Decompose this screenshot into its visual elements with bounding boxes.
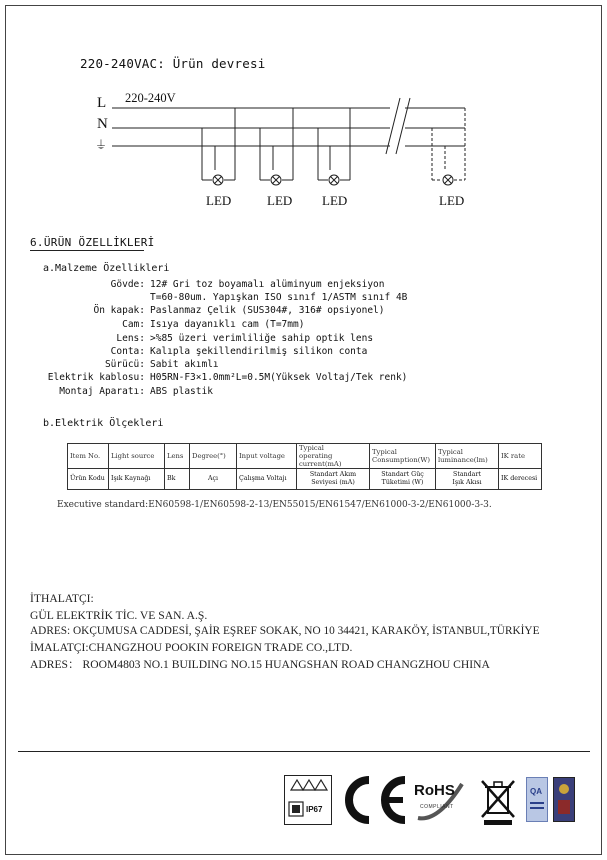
table-header-row <box>68 444 542 469</box>
material-value: 12# Gri toz boyamalı alüminyum enjeksiyon <box>150 279 385 290</box>
voltage-label: 220-240V <box>125 91 176 105</box>
material-value: Paslanmaz Çelik (SUS304#, 316# opsiyonel) <box>150 305 385 316</box>
line-label-n: N <box>97 116 108 132</box>
table-header-cell: IK rate <box>499 444 542 469</box>
table-cell: Işık Kaynağı <box>109 469 165 490</box>
earth-symbol-icon: ⏚ <box>95 138 108 152</box>
led-label-4: LED <box>439 193 465 208</box>
electrical-title: b.Elektrik Ölçekleri <box>43 418 164 429</box>
table-cell: Standart Işık Akısı <box>436 469 499 490</box>
materials-title: a.Malzeme Özellikleri <box>43 263 170 274</box>
footer-divider <box>18 751 590 752</box>
table-header-cell: Item No. <box>68 444 109 469</box>
executive-standard: Executive standard:EN60598-1/EN60598-2-13/EN55015/EN61547/EN61000-3-2/EN61000-3-3. <box>57 500 492 510</box>
led-label-2: LED <box>267 193 293 208</box>
section-title: 6.ÜRÜN ÖZELLİKLERİ <box>30 236 155 249</box>
weee-bin-icon <box>478 777 518 827</box>
table-header-cell: Typical operating current(mA) <box>297 444 370 469</box>
rohs-compliant-label: COMPLIANT <box>420 804 454 810</box>
importer-company: GÜL ELEKTRİK TİC. VE SAN. A.Ş. <box>30 609 208 622</box>
importer-label: İTHALATÇI: <box>30 592 94 605</box>
material-value: H05RN-F3×1.0mm²L=0.5M(Yüksek Voltaj/Tek renk) <box>150 372 408 383</box>
table-header-cell: Typical luminance(lm) <box>436 444 499 469</box>
section-title-underline <box>30 250 144 251</box>
material-value: >%85 üzeri verimliliğe sahip optik lens <box>150 333 374 344</box>
table-cell: Açı <box>190 469 237 490</box>
manufacturer-address: ADRES： ROOM4803 NO.1 BUILDING NO.15 HUANGSHAN ROAD CHANGZHOU CHINA <box>30 658 490 671</box>
table-cell: Bk <box>165 469 190 490</box>
importer-address: ADRES: OKÇUMUSA CADDESİ, ŞAİR EŞREF SOKAK, NO 10 34421, KARAKÖY, İSTANBUL,TÜRKİYE <box>30 625 540 637</box>
ip67-icon <box>284 775 332 825</box>
electrical-spec-table <box>67 443 542 490</box>
led-label-3: LED <box>322 193 348 208</box>
circuit-title: 220-240VAC: Ürün devresi <box>80 56 266 71</box>
manufacturer: İMALATÇI:CHANGZHOU POOKIN FOREIGN TRADE CO.,LTD. <box>30 641 353 654</box>
material-value: Sabit akımlı <box>150 359 219 370</box>
table-header-cell: Input voltage <box>237 444 297 469</box>
rohs-label: RoHS <box>414 782 455 799</box>
table-header-cell: Lens <box>165 444 190 469</box>
table-row <box>68 469 542 490</box>
table-header-cell: Light source <box>109 444 165 469</box>
table-cell: Standart Güç Tüketimi (W) <box>370 469 436 490</box>
line-label-l: L <box>97 95 107 111</box>
table-header-cell: Degree(°) <box>190 444 237 469</box>
led-label-1: LED <box>206 193 232 208</box>
material-value: Isıya dayanıklı cam (T=7mm) <box>150 319 305 330</box>
table-cell: Çalışma Voltajı <box>237 469 297 490</box>
qa-label: QA <box>530 787 542 796</box>
material-value: T=60-80um. Yapışkan ISO sınıf 1/ASTM sınıf 4B <box>150 292 408 303</box>
accreditation-logo-icon <box>553 777 575 822</box>
table-cell: Ürün Kodu <box>68 469 109 490</box>
qa-certification-icon <box>526 777 548 822</box>
material-value: ABS plastik <box>150 386 213 397</box>
table-header-cell: Typical Consumption(W) <box>370 444 436 469</box>
ip-rating-label: IP67 <box>306 805 323 814</box>
rohs-icon <box>412 778 466 824</box>
table-cell: IK derecesi <box>499 469 542 490</box>
material-value: Kalıpla şekillendirilmiş silikon conta <box>150 346 368 357</box>
ce-mark-icon <box>339 774 411 826</box>
table-cell: Standart Akım Seviyesi (mA) <box>297 469 370 490</box>
